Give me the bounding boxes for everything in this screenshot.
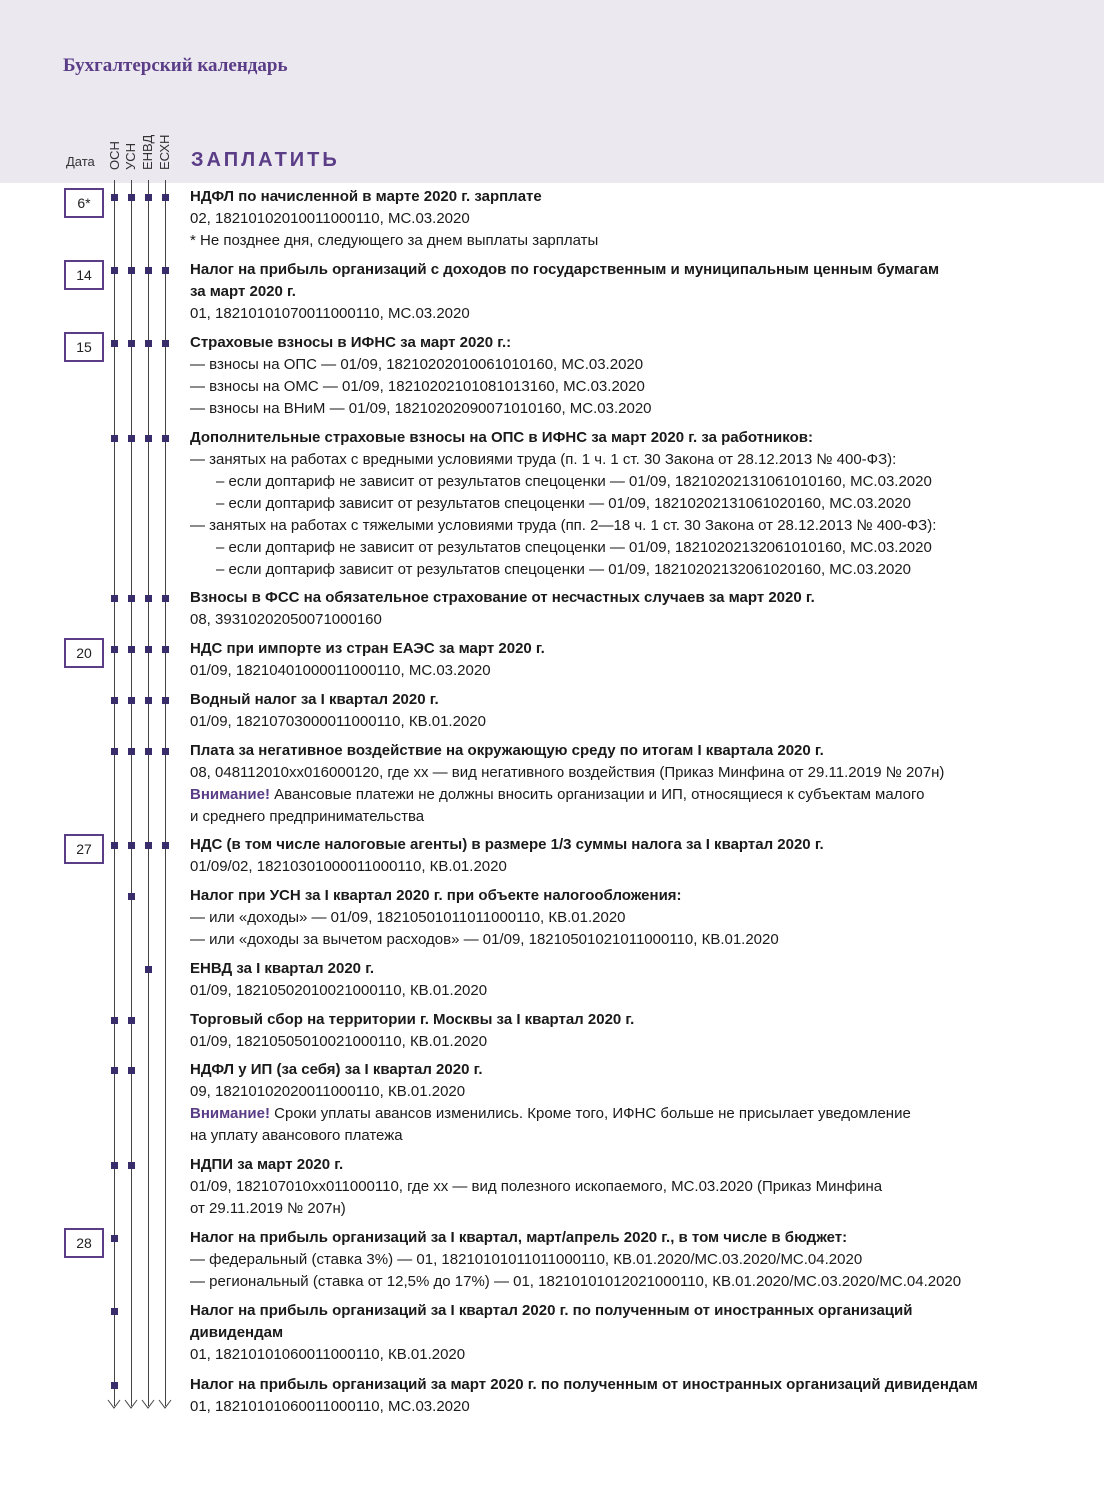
entry-line: 01, 18210101060011000110, МС.03.2020 <box>190 1398 470 1415</box>
entry-title: Плата за негативное воздействие на окружающую среду по итогам I квартала 2020 г. <box>190 742 824 759</box>
timeline-usn <box>131 180 132 1406</box>
entry-title: НДФЛ по начисленной в марте 2020 г. зарплате <box>190 188 542 205</box>
calendar-entry <box>190 1009 1070 1053</box>
regime-marker <box>128 697 135 704</box>
entry-line: — федеральный (ставка 3%) — 01, 18210101011011000110, КВ.01.2020/МС.03.2020/МС.04.2020 <box>190 1251 863 1268</box>
regime-marker <box>145 435 152 442</box>
regime-marker <box>128 646 135 653</box>
regime-marker <box>128 194 135 201</box>
regime-marker <box>162 267 169 274</box>
timeline-osn <box>114 180 115 1406</box>
calendar-entry <box>190 186 1070 252</box>
section-title: ЗАПЛАТИТЬ <box>191 149 340 171</box>
regime-marker <box>111 842 118 849</box>
attention-label: Внимание! <box>190 1105 270 1122</box>
attention-label: Внимание! <box>190 786 270 803</box>
entry-line: 09, 18210102020011000110, КВ.01.2020 <box>190 1083 466 1100</box>
entry-line: 01/09, 182107010хх011000110, где хх — вид полезного ископаемого, МС.03.2020 (Приказ Минфина <box>190 1178 883 1195</box>
regime-marker <box>162 646 169 653</box>
entry-line: — занятых на работах с вредными условиями труда (п. 1 ч. 1 ст. 30 Закона от 28.12.2013 № 400-ФЗ): <box>190 451 897 468</box>
entry-title: НДФЛ у ИП (за себя) за I квартал 2020 г. <box>190 1061 483 1078</box>
entry-line: – если доптариф не зависит от результатов спецоценки — 01/09, 18210202131061010160, МС.03.2020 <box>216 473 932 490</box>
timeline-eshn <box>165 180 166 1406</box>
regime-marker <box>145 966 152 973</box>
entry-line: 01/09/02, 18210301000011000110, КВ.01.2020 <box>190 858 507 875</box>
entry-title: Торговый сбор на территории г. Москвы за I квартал 2020 г. <box>190 1011 635 1028</box>
date-box: 20 <box>64 638 104 668</box>
entry-title: НДС (в том числе налоговые агенты) в размере 1/3 суммы налога за I квартал 2020 г. <box>190 836 824 853</box>
date-box: 28 <box>64 1228 104 1258</box>
calendar-entry <box>190 1059 1070 1147</box>
entry-title: Дополнительные страховые взносы на ОПС в ИФНС за март 2020 г. за работников: <box>190 429 813 446</box>
regime-marker <box>145 748 152 755</box>
entry-line: от 29.11.2019 № 207н) <box>190 1200 346 1217</box>
entry-line: — занятых на работах с тяжелыми условиями труда (пп. 2—18 ч. 1 ст. 30 Закона от 28.12.2013 № 400-ФЗ): <box>190 517 937 534</box>
regime-marker <box>145 595 152 602</box>
entry-title: Налог на прибыль организаций с доходов по государственным и муниципальным ценным бумагам <box>190 261 940 278</box>
entry-line: 01/09, 18210505010021000110, КВ.01.2020 <box>190 1033 488 1050</box>
date-box: 14 <box>64 260 104 290</box>
regime-marker <box>111 646 118 653</box>
column-usn-label: УСН <box>123 142 138 170</box>
entry-line: 01/09, 18210502010021000110, КВ.01.2020 <box>190 982 488 999</box>
entry-title: Налог на прибыль организаций за I квартал, март/апрель 2020 г., в том числе в бюджет: <box>190 1229 848 1246</box>
date-box: 27 <box>64 834 104 864</box>
regime-marker <box>162 697 169 704</box>
entry-line: 01/09, 18210401000011000110, МС.03.2020 <box>190 662 491 679</box>
entry-title: Водный налог за I квартал 2020 г. <box>190 691 439 708</box>
entry-line: — региональный (ставка от 12,5% до 17%) — 01, 18210101012021000110, КВ.01.2020/МС.03.2020/МС.04.2020 <box>190 1273 962 1290</box>
entry-line: 01/09, 18210703000011000110, КВ.01.2020 <box>190 713 486 730</box>
calendar-entry <box>190 740 1070 828</box>
regime-marker <box>111 194 118 201</box>
regime-marker <box>128 842 135 849</box>
regime-marker <box>128 435 135 442</box>
entry-line: – если доптариф не зависит от результатов спецоценки — 01/09, 18210202132061010160, МС.03.2020 <box>216 539 932 556</box>
entry-line: — или «доходы за вычетом расходов» — 01/09, 18210501021011000110, КВ.01.2020 <box>190 931 779 948</box>
entry-title: за март 2020 г. <box>190 283 296 300</box>
entry-line: — взносы на ОПС — 01/09, 18210202010061010160, МС.03.2020 <box>190 356 644 373</box>
calendar-entry <box>190 689 1070 733</box>
column-osn-label: ОСН <box>107 141 122 170</box>
regime-marker <box>111 748 118 755</box>
regime-marker <box>111 595 118 602</box>
calendar-entry <box>190 259 1070 325</box>
regime-marker <box>111 1017 118 1024</box>
regime-marker <box>162 842 169 849</box>
page-title: Бухгалтерский календарь <box>63 55 288 76</box>
entry-line: 08, 048112010хх016000120, где хх — вид негативного воздействия (Приказ Минфина от 29.11.2019 № 207н) <box>190 764 945 781</box>
entry-title: Налог на прибыль организаций за I квартал 2020 г. по полученным от иностранных организаций <box>190 1302 913 1319</box>
entry-title: Налог на прибыль организаций за март 2020 г. по полученным от иностранных организаций дивидендам <box>190 1376 978 1393</box>
column-eshn-label: ЕСХН <box>157 134 172 170</box>
timeline-arrows <box>104 1398 174 1417</box>
entry-line: — взносы на ВНиМ — 01/09, 18210202090071010160, МС.03.2020 <box>190 400 652 417</box>
regime-marker <box>162 435 169 442</box>
regime-marker <box>145 194 152 201</box>
regime-marker <box>145 842 152 849</box>
regime-marker <box>128 340 135 347</box>
regime-marker <box>128 1017 135 1024</box>
regime-marker <box>162 748 169 755</box>
regime-marker <box>111 435 118 442</box>
regime-marker <box>111 1162 118 1169</box>
entry-line: – если доптариф зависит от результатов спецоценки — 01/09, 18210202131061020160, МС.03.2020 <box>216 495 912 512</box>
entry-line: 08, 39310202050071000160 <box>190 611 382 628</box>
regime-marker <box>111 1382 118 1389</box>
entry-title: Взносы в ФСС на обязательное страхование от несчастных случаев за март 2020 г. <box>190 589 815 606</box>
regime-marker <box>145 646 152 653</box>
entry-title: Страховые взносы в ИФНС за март 2020 г.: <box>190 334 512 351</box>
column-date-label: Дата <box>66 154 95 169</box>
calendar-entry <box>190 958 1070 1002</box>
calendar-entry <box>190 885 1070 951</box>
column-envd-label: ЕНВД <box>140 134 155 170</box>
entry-title: ЕНВД за I квартал 2020 г. <box>190 960 375 977</box>
attention-text: на уплату авансового платежа <box>190 1127 403 1144</box>
calendar-entry <box>190 1227 1070 1293</box>
regime-marker <box>128 1067 135 1074</box>
entry-line: 02, 18210102010011000110, МС.03.2020 <box>190 210 470 227</box>
entry-line: — взносы на ОМС — 01/09, 18210202101081013160, МС.03.2020 <box>190 378 645 395</box>
calendar-entry <box>190 1374 1070 1418</box>
regime-marker <box>111 697 118 704</box>
regime-marker <box>162 194 169 201</box>
regime-marker <box>128 893 135 900</box>
regime-marker <box>128 595 135 602</box>
regime-marker <box>111 267 118 274</box>
date-box: 15 <box>64 332 104 362</box>
regime-marker <box>111 1235 118 1242</box>
calendar-entry <box>190 1300 1070 1366</box>
regime-marker <box>162 595 169 602</box>
entry-line: 01, 18210101060011000110, КВ.01.2020 <box>190 1346 466 1363</box>
regime-marker <box>162 340 169 347</box>
entry-footnote: * Не позднее дня, следующего за днем выплаты зарплаты <box>190 232 599 249</box>
regime-marker <box>145 697 152 704</box>
regime-marker <box>145 340 152 347</box>
entry-title: НДС при импорте из стран ЕАЭС за март 2020 г. <box>190 640 545 657</box>
calendar-entry <box>190 638 1070 682</box>
entry-title: Налог при УСН за I квартал 2020 г. при объекте налогообложения: <box>190 887 682 904</box>
timeline-envd <box>148 180 149 1406</box>
calendar-entry <box>190 332 1070 420</box>
attention-text: Авансовые платежи не должны вносить организации и ИП, относящиеся к субъектам малого <box>269 786 925 803</box>
entry-line: — или «доходы» — 01/09, 18210501011011000110, КВ.01.2020 <box>190 909 626 926</box>
regime-marker <box>128 267 135 274</box>
attention-text: Сроки уплаты авансов изменились. Кроме того, ИФНС больше не присылает уведомление <box>269 1105 911 1122</box>
entry-line: – если доптариф зависит от результатов спецоценки — 01/09, 18210202132061020160, МС.03.2020 <box>216 561 912 578</box>
regime-marker <box>128 748 135 755</box>
calendar-entry <box>190 587 1070 631</box>
calendar-entry <box>190 427 1070 581</box>
regime-marker <box>111 340 118 347</box>
date-box: 6* <box>64 188 104 218</box>
attention-text: и среднего предпринимательства <box>190 808 425 825</box>
entry-title: дивидендам <box>190 1324 284 1341</box>
regime-marker <box>111 1308 118 1315</box>
entry-line: 01, 18210101070011000110, МС.03.2020 <box>190 305 470 322</box>
regime-marker <box>128 1162 135 1169</box>
entry-title: НДПИ за март 2020 г. <box>190 1156 344 1173</box>
regime-marker <box>111 1067 118 1074</box>
calendar-entry <box>190 834 1070 878</box>
calendar-entry <box>190 1154 1070 1220</box>
regime-marker <box>145 267 152 274</box>
